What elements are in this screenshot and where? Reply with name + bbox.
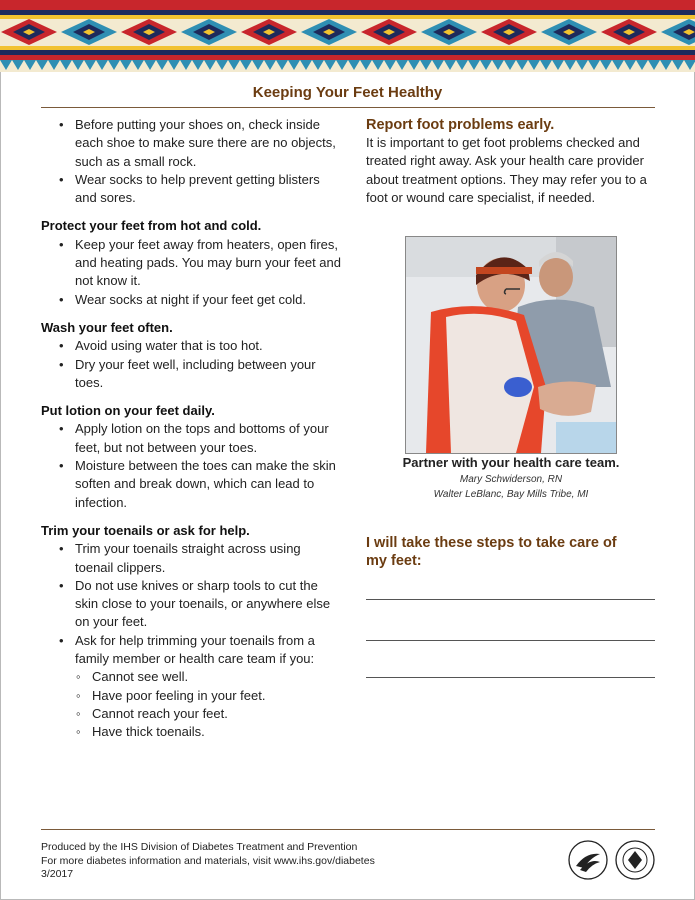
report-paragraph: It is important to get foot problems checked and treated right away. Ask your health care provider about treatment options. They may refer you to a foot or wound care specialist, if needed. — [366, 135, 647, 205]
photo-credit: Walter LeBlanc, Bay Mills Tribe, MI — [433, 489, 589, 500]
sub-list-item: ◦ Cannot see well. — [41, 668, 341, 686]
caption-title: Partner with your health care team. — [402, 455, 620, 470]
list-item: • Dry your feet well, including between your toes. — [41, 356, 341, 393]
list-item: • Do not use knives or sharp tools to cut the skin close to your toenails, or anywhere else on your feet. — [41, 577, 341, 632]
section-heading: Protect your feet from hot and cold. — [41, 218, 262, 234]
section-heading: Wash your feet often. — [41, 319, 173, 335]
sub-list-item: ◦ Cannot reach your feet. — [41, 705, 341, 723]
section-list — [41, 236, 341, 309]
banner-pattern — [0, 0, 695, 72]
list-item: • Before putting your shoes on, check inside each shoe to make sure there are no objects, such as a small rock. — [41, 116, 341, 171]
sub-list-item: ◦ Have thick toenails. — [41, 723, 341, 741]
decorative-banner — [0, 0, 695, 72]
list-item: • Avoid using water that is too hot. — [41, 337, 341, 355]
section-list — [41, 540, 341, 741]
section-list — [41, 337, 341, 392]
agency-logos — [566, 838, 658, 882]
list-item: • Keep your feet away from heaters, open fires, and heating pads. You may burn your feet and not know it. — [41, 236, 341, 291]
list-item: • Trim your toenails straight across using toenail clippers. — [41, 540, 341, 577]
list-item: • Moisture between the toes can make the skin soften and break down, which can lead to infection. — [41, 457, 341, 512]
steps-heading: I will take these steps to take care of my feet: — [366, 535, 617, 569]
left-column — [41, 116, 341, 742]
footer — [41, 841, 441, 882]
footer-link-text: For more diabetes information and materials, visit www.ihs.gov/diabetes — [41, 854, 375, 867]
write-in-line[interactable] — [366, 677, 655, 678]
list-item: • Ask for help trimming your toenails from a family member or health care team if you: — [41, 632, 341, 669]
right-column — [366, 116, 656, 207]
write-in-line[interactable] — [366, 599, 655, 600]
section-list — [41, 420, 341, 511]
section-heading: Trim your toenails or ask for help. — [41, 522, 250, 538]
footer-producer: Produced by the IHS Division of Diabetes Treatment and Prevention — [41, 841, 358, 853]
seal-icons — [566, 838, 658, 882]
page-title: Keeping Your Feet Healthy — [252, 84, 443, 101]
intro-list — [41, 116, 341, 207]
footer-rule — [41, 829, 655, 830]
care-team-photo — [405, 236, 617, 454]
write-in-line[interactable] — [366, 640, 655, 641]
list-item: • Apply lotion on the tops and bottoms of your feet, but not between your toes. — [41, 420, 341, 457]
list-item: • Wear socks at night if your feet get cold. — [41, 291, 341, 309]
photo-credit: Mary Schwiderson, RN — [459, 474, 563, 485]
footer-date: 3/2017 — [41, 868, 74, 880]
sub-list-item: ◦ Have poor feeling in your feet. — [41, 687, 341, 705]
photo-caption — [366, 454, 656, 502]
title-rule — [41, 107, 655, 108]
list-item: • Wear socks to help prevent getting blisters and sores. — [41, 171, 341, 208]
report-heading: Report foot problems early. — [366, 117, 555, 133]
section-heading: Put lotion on your feet daily. — [41, 403, 215, 419]
photo-illustration — [406, 237, 616, 453]
